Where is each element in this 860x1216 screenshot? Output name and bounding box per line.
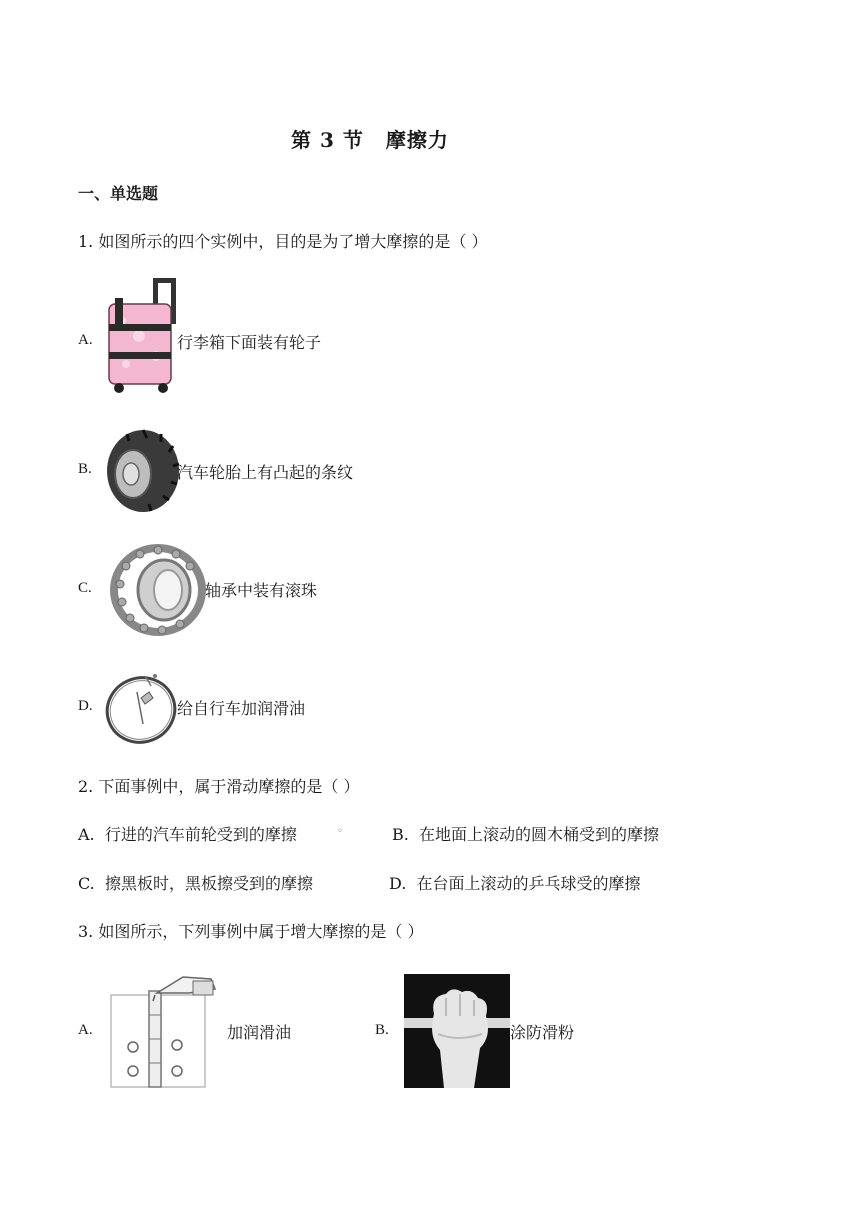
q3-option-a-label: A. (78, 1022, 93, 1038)
question-3-stem: 3. 如图所示，下列事例中属于增大摩擦的是（ ） (78, 922, 424, 941)
q3-option-b-text: 涂防滑粉 (510, 1023, 575, 1042)
q1-option-b-label: B. (78, 461, 92, 477)
q1-option-b-text: 汽车轮胎上有凸起的条纹 (177, 463, 354, 482)
q1-option-d-label: D. (78, 698, 93, 714)
q2-option-c-text: 擦黑板时，黑板擦受到的摩擦 (104, 874, 313, 893)
q2-option-d-label: D. (389, 874, 407, 893)
q2-option-d-text: 在台面上滚动的乒乓球受的摩擦 (416, 874, 641, 893)
question-2-stem: 2. 下面事例中，属于滑动摩擦的是（ ） (78, 777, 360, 796)
q2-option-c (78, 871, 313, 894)
bicycle-wheel-icon (101, 668, 177, 746)
q2-option-a-text: 行进的汽车前轮受到的摩擦 (104, 825, 297, 844)
luggage-icon (101, 276, 181, 396)
q3-option-a-text: 加润滑油 (227, 1023, 292, 1042)
q2-option-b-text: 在地面上滚动的圆木桶受到的摩擦 (419, 825, 660, 844)
question-1-stem: 1. 如图所示的四个实例中，目的是为了增大摩擦的是（ ） (78, 232, 488, 251)
q1-option-d-text: 给自行车加润滑油 (177, 699, 306, 718)
small-circle-mark: ◦ (337, 826, 343, 837)
q1-option-a-label: A. (78, 332, 93, 348)
q2-option-d (389, 871, 641, 894)
q2-option-c-label: C. (78, 874, 95, 893)
tire-icon (101, 428, 181, 514)
title-section-number: 第 3 节 (291, 128, 364, 152)
section-heading: 一、单选题 (78, 184, 159, 203)
q2-option-a-label: A. (78, 825, 95, 844)
q2-option-a (78, 822, 297, 845)
q2-option-b (392, 822, 659, 845)
bearing-icon (106, 544, 206, 636)
hinge-oiling-icon (107, 975, 231, 1089)
page-title (291, 124, 449, 153)
title-topic: 摩擦力 (385, 128, 449, 152)
q2-option-b-label: B. (392, 825, 409, 844)
q3-option-b-label: B. (375, 1022, 389, 1038)
q1-option-c-label: C. (78, 580, 92, 596)
q1-option-c-text: 轴承中装有滚珠 (205, 581, 318, 600)
q1-option-a-text: 行李箱下面装有轮子 (177, 333, 322, 352)
hand-grip-bar-icon (404, 974, 510, 1088)
